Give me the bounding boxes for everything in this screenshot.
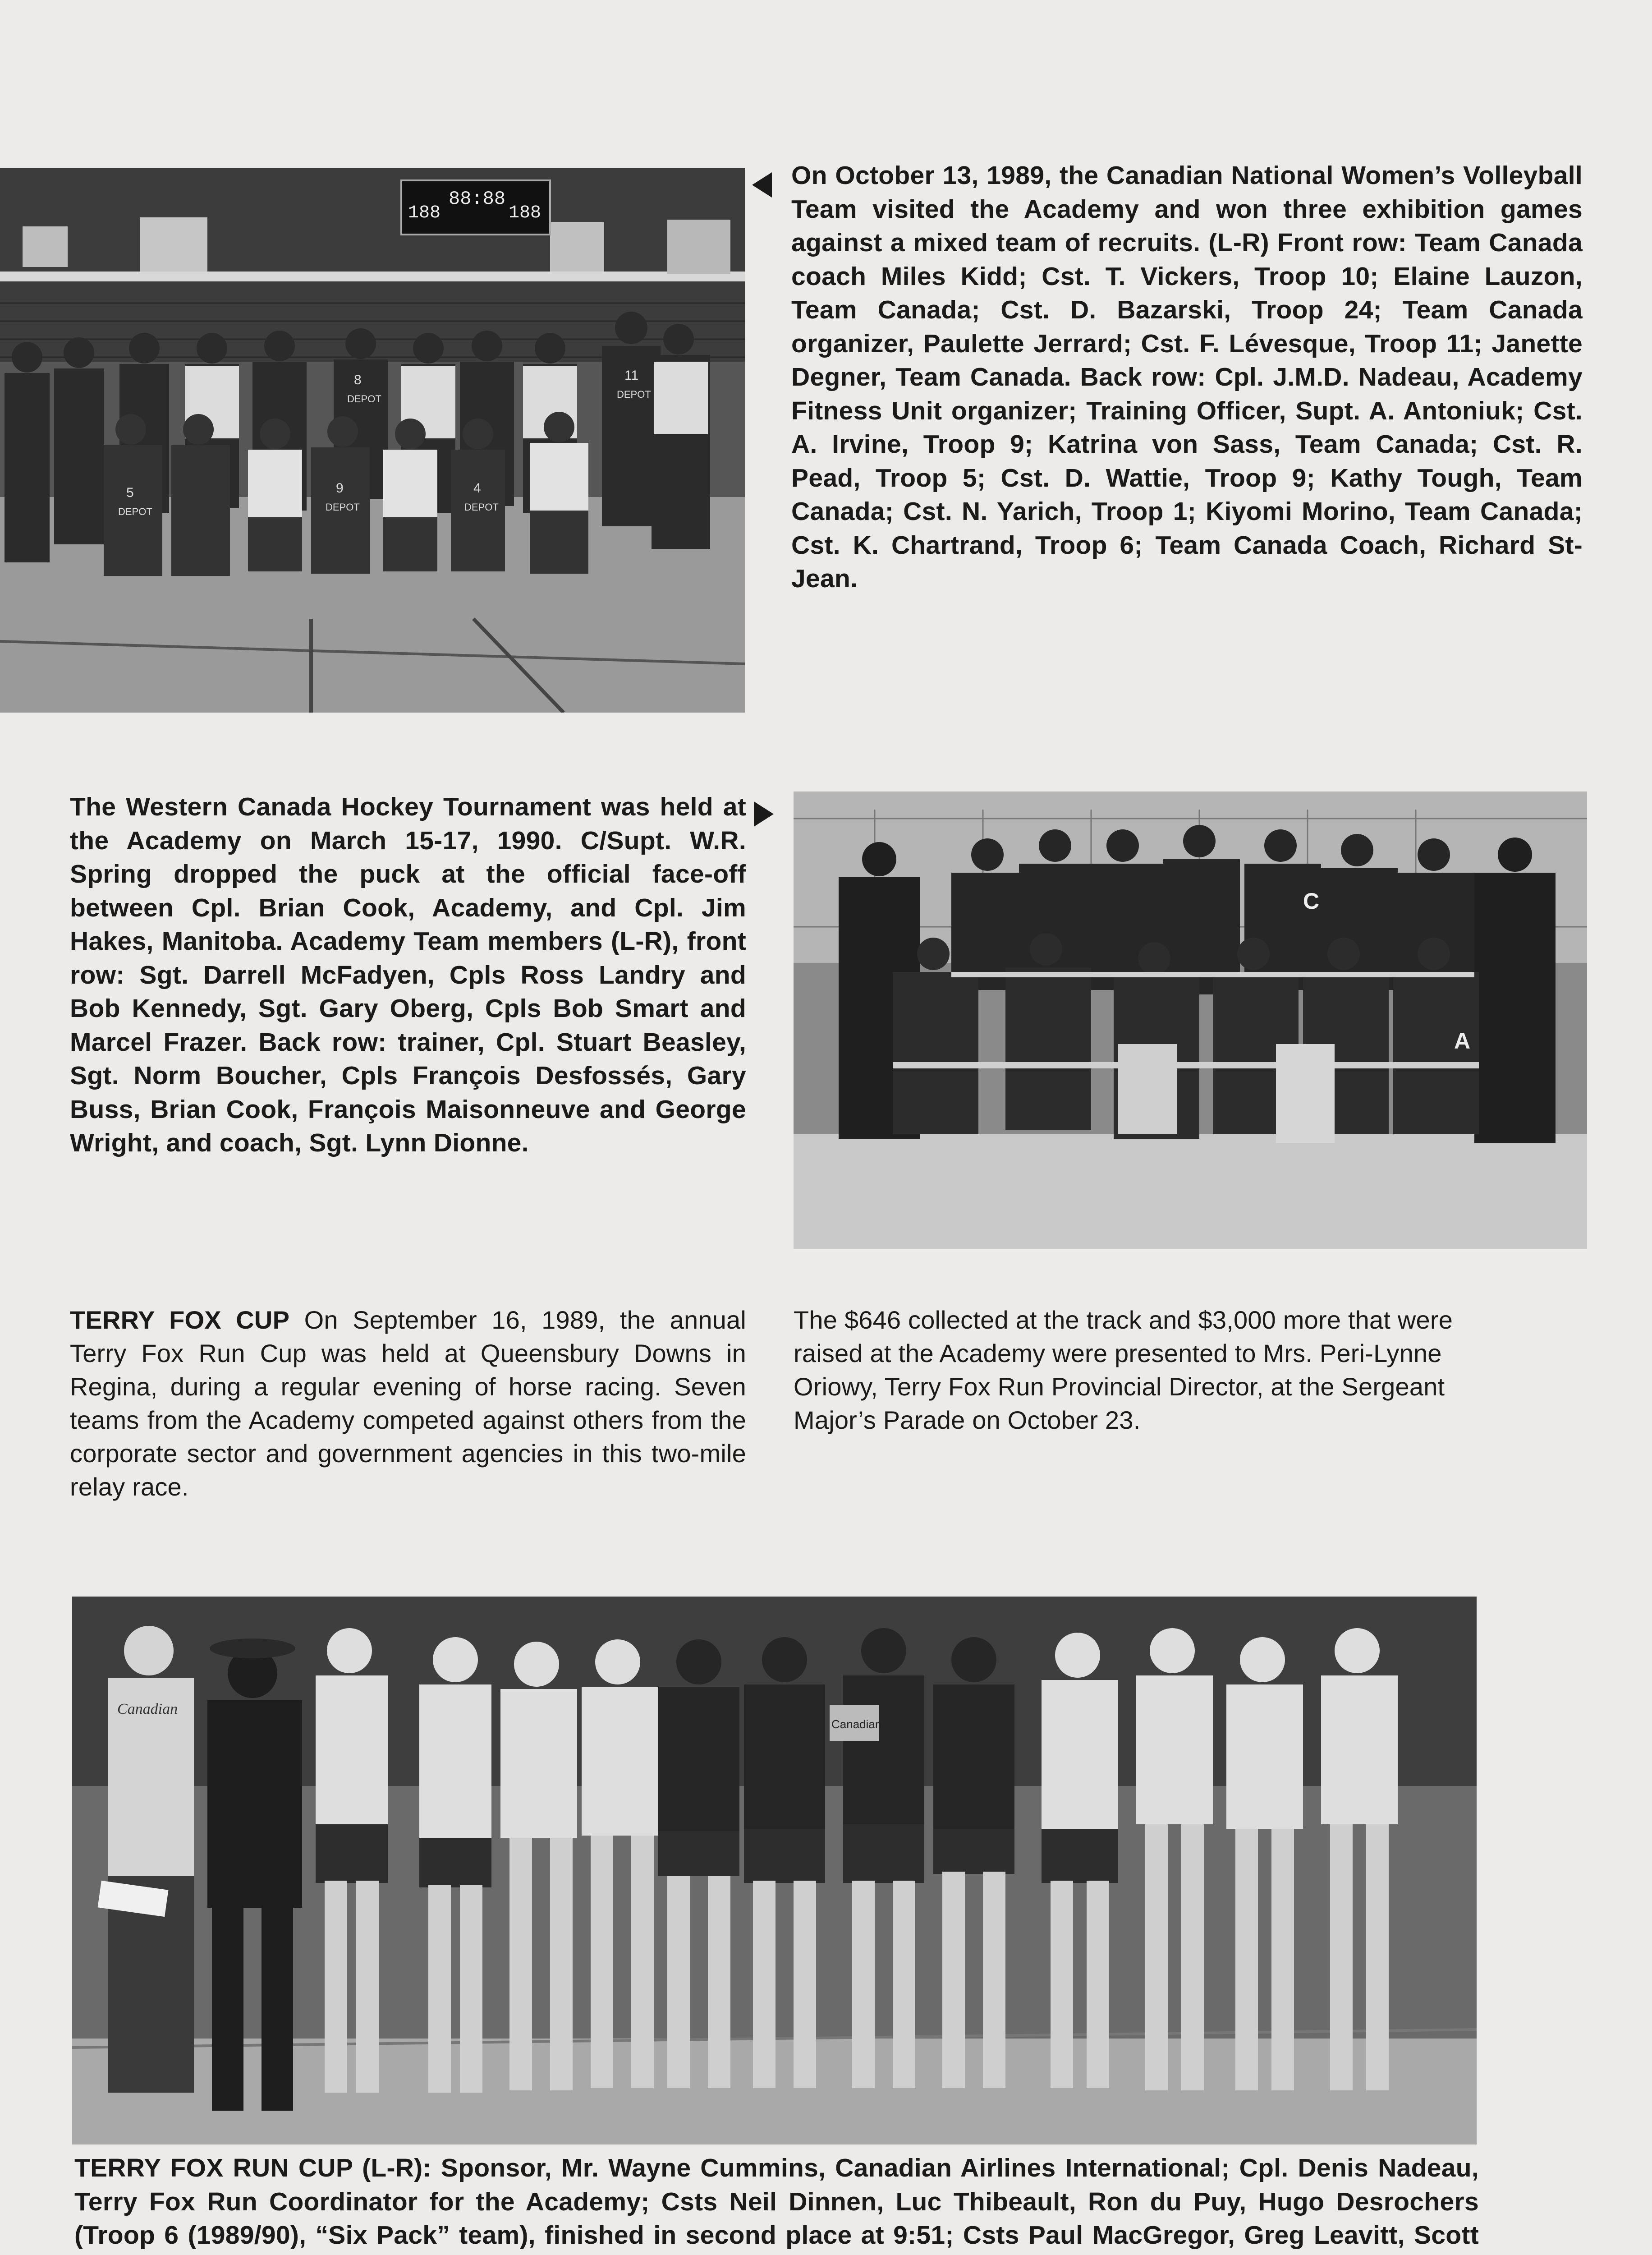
terry-fox-run-cup-caption [74, 2151, 1479, 2255]
jersey-label: DEPOT [617, 389, 651, 400]
caption-pointer-left-icon [752, 172, 772, 198]
caption-lead: TERRY FOX RUN CUP [74, 2154, 353, 2182]
article-lead: TERRY FOX CUP [70, 1306, 290, 1334]
sign-text: Canadian [831, 1717, 882, 1731]
jersey-number: 8 [354, 373, 362, 387]
jersey-label: DEPOT [326, 502, 360, 513]
hockey-caption: The Western Canada Hockey Tournament was held at the Academy on March 15-17, 1990. C/Supt. W.R. Spring dropped the puck at the official face-off between Cpl. Brian Cook, Academy, and Cpl. Jim Hakes, Manitoba. Academy Team members (L-R), front row: Sgt. Darrell McFadyen, Cpls Ross Landry and Bob Kennedy, Sgt. Gary Oberg, Cpls Bob Smart and Marcel Frazer. Back row: trainer, Cpl. Stuart Beasley, Sgt. Norm Boucher, Cpls François Desfossés, Gary Buss, Brian Cook, François Maisonneuve and George Wright, and coach, Sgt. Lynn Dionne. [70, 792, 746, 1157]
scoreboard-home-score: 188 [408, 203, 441, 223]
shirt-logo-text: Canadian [117, 1701, 178, 1717]
article-text: On September 16, 1989, the annual Terry Fox Run Cup was held at Queensbury Downs in Regina, during a regular evening of horse racing. Seven teams from the Academy competed against others from the corporate sector and government agencies in this two-mile relay race. [70, 1306, 746, 1501]
volleyball-team-photo [0, 168, 745, 713]
scoreboard-clock: 88:88 [449, 188, 506, 210]
caption-text: (L-R): Sponsor, Mr. Wayne Cummins, Canadian Airlines International; Cpl. Denis Nadeau, Terry Fox Run Coordinator for the Academy; Csts Neil Dinnen, Luc Thibeault, Ron du Puy, Hugo Desrochers (Troop 6 (1989/90), “Six Pack” team), finished in second place at 9:51; Csts Paul MacGregor, Greg Leavitt, Scott [74, 2154, 1479, 2250]
jersey-number: 4 [473, 481, 481, 496]
jersey-number: 5 [126, 485, 134, 500]
caption-pointer-right-icon [754, 801, 774, 827]
jersey-letter: A [1454, 1028, 1471, 1054]
volleyball-caption: On October 13, 1989, the Canadian National Women’s Volleyball Team visited the Academy and won three exhibition games against a mixed team of recruits. (L-R) Front row: Team Canada coach Miles Kidd; Cst. T. Vickers, Troop 10; Elaine Lauzon, Team Canada; Cst. D. Bazarski, Troop 24; Team Canada organizer, Paulette Jerrard; Cst. F. Lévesque, Troop 11; Janette Degner, Team Canada. Back row: Cpl. J.M.D. Nadeau, Academy Fitness Unit organizer; Training Officer, Supt. A. Antoniuk; Cst. A. Irvine, Troop 9; Katrina von Sass, Team Canada; Cst. R. Pead, Troop 5; Cst. D. Wattie, Troop 9; Kathy Tough, Team Canada; Cst. N. Yarich, Troop 1; Kiyomi Morino, Team Canada; Cst. K. Chartrand, Troop 6; Team Canada Coach, Richard St-Jean. [791, 161, 1583, 593]
jersey-number: 11 [624, 368, 639, 383]
terry-fox-run-cup-photo [72, 1597, 1477, 2145]
article-column-right: The $646 collected at the track and $3,000 more that were raised at the Academy were presented to Mrs. Peri-Lynne Oriowy, Terry Fox Run Provincial Director, at the Sergeant Major’s Parade on October 23. [794, 1306, 1453, 1434]
article-column-left [70, 1303, 746, 1504]
jersey-label: DEPOT [347, 393, 381, 405]
jersey-letter: C [1303, 888, 1320, 914]
hockey-team-photo [794, 792, 1587, 1249]
jersey-label: DEPOT [118, 506, 152, 517]
jersey-label: DEPOT [464, 502, 499, 513]
scoreboard-guest-score: 188 [509, 203, 541, 223]
jersey-number: 9 [336, 481, 344, 496]
